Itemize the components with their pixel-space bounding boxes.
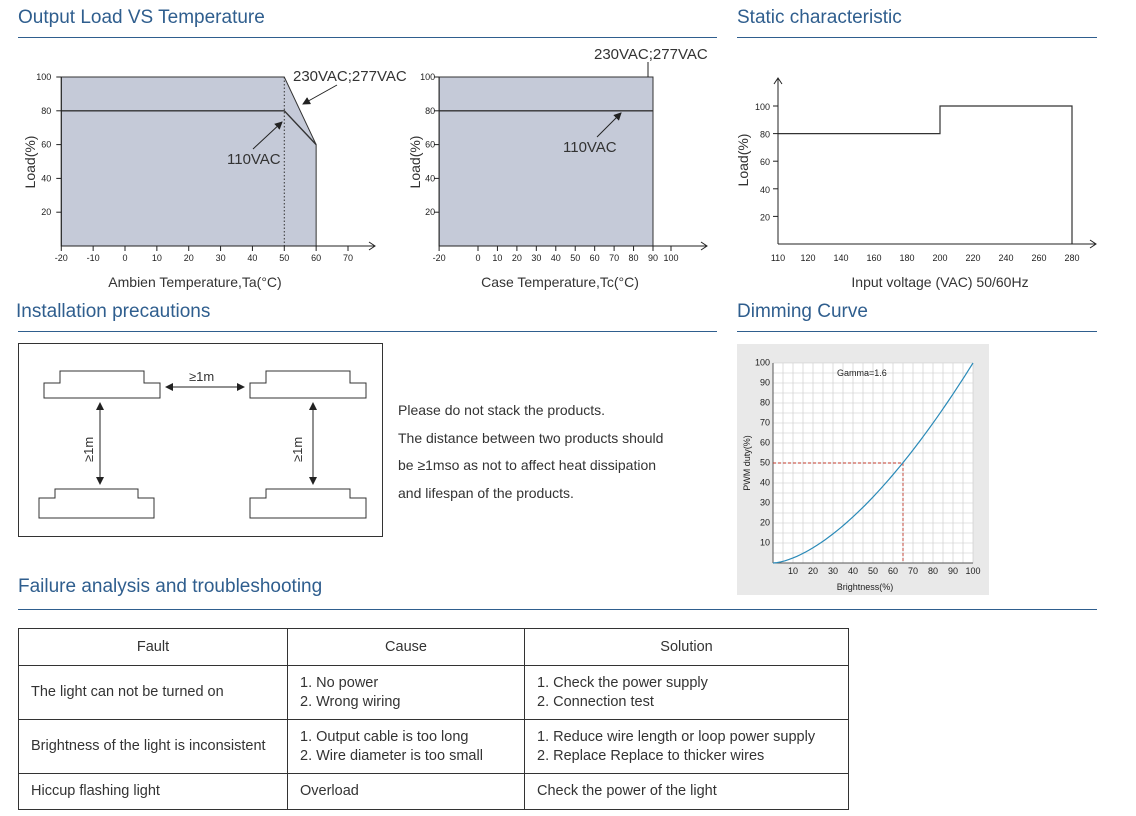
x-tick-label: 140 [833,253,849,263]
solution-cell [525,720,849,774]
x-tick-label: 40 [550,253,561,263]
x-tick-label: 70 [609,253,620,263]
y-tick-label: 40 [759,477,770,488]
x-tick-label: -10 [86,253,100,263]
y-tick-label: 60 [759,437,770,448]
cause-line: 2. Wire diameter is too small [300,747,483,764]
solution-line: 2. Connection test [537,693,654,710]
table-row [19,666,849,720]
cause-cell [288,774,525,810]
x-tick-label: 20 [807,566,819,576]
y-tick-label: 100 [420,72,436,82]
x-axis-label: Input voltage (VAC) 50/60Hz [851,274,1029,290]
product-top-right [250,371,366,398]
x-tick-label: 80 [628,253,639,263]
y-tick-label: 60 [759,157,770,168]
x-tick-label: 110 [770,253,786,263]
x-tick-label: 10 [151,253,162,263]
fault-cell: Hiccup flashing light [19,774,288,810]
x-tick-label: -20 [54,253,68,263]
table-row [19,720,849,774]
y-tick-label: 60 [425,139,436,150]
solution-line: 1. Check the power supply [537,674,708,691]
y-tick-label: 30 [759,497,770,508]
x-tick-label: 60 [311,253,322,263]
x-axis-label: Brightness(%) [836,582,894,592]
x-tick-label: 10 [492,253,503,263]
y-tick-label: 10 [759,537,770,548]
failure-heading: Failure analysis and troubleshooting [18,576,323,597]
y-tick-label: 70 [759,417,770,428]
table-row [19,774,849,810]
x-tick-label: 70 [907,566,919,576]
installation-text [398,397,718,507]
y-tick-label: 40 [41,173,52,184]
x-axis-label: Ambien Temperature,Ta(°C) [108,274,282,290]
x-tick-label: 90 [647,253,659,263]
x-tick-label: 260 [1031,253,1047,263]
cause-cell [288,720,525,774]
y-tick-label: 100 [36,72,52,82]
y-tick-label: 20 [425,207,436,218]
annotation-230-277: 230VAC;277VAC [594,46,708,63]
x-tick-label: -20 [432,253,446,263]
x-tick-label: 240 [998,253,1014,263]
x-tick-label: 20 [183,253,194,263]
x-tick-label: 280 [1064,253,1080,263]
right-vertical-distance-label: ≥1m [290,436,305,462]
x-tick-label: 40 [247,253,258,263]
gamma-annotation: Gamma=1.6 [837,368,887,378]
x-tick-label: 30 [531,253,542,263]
x-tick-label: 20 [511,253,522,263]
annotation-230-277: 230VAC;277VAC [293,68,407,85]
cause-line: Overload [300,783,359,799]
x-tick-label: 0 [122,253,128,263]
x-tick-label: 60 [887,566,899,576]
output-load-heading: Output Load VS Temperature [18,7,265,28]
installation-text-line: Please do not stack the products. [398,402,606,418]
product-top-left [44,371,160,398]
cause-cell [288,666,525,720]
y-tick-label: 100 [754,102,770,112]
y-axis-label: Load(%) [407,135,423,189]
y-tick-label: 100 [754,357,770,368]
x-tick-label: 100 [965,566,981,576]
y-axis-label: PWM duty(%) [742,435,752,491]
installation-text-line: and lifespan of the products. [398,484,574,501]
x-tick-label: 50 [570,253,581,263]
table-header-row [19,629,849,666]
y-tick-label: 90 [759,377,770,388]
x-tick-label: 30 [827,566,839,576]
installation-text-line: The distance between two products should [398,429,664,446]
failure-table [18,628,849,810]
x-tick-label: 200 [932,253,948,263]
dimming-heading: Dimming Curve [737,301,868,322]
y-tick-label: 50 [759,457,770,468]
x-tick-label: 180 [899,253,915,263]
y-tick-label: 80 [759,129,770,140]
cause-line: 2. Wrong wiring [300,693,401,710]
y-tick-label: 20 [759,517,770,528]
y-axis-label: Load(%) [22,135,38,189]
x-tick-label: 70 [342,253,354,263]
fault-cell: The light can not be turned on [19,666,288,720]
solution-cell [525,774,849,810]
solution-line: Check the power of the light [537,783,717,799]
header-cause: Cause [288,629,525,666]
installation-heading: Installation precautions [16,301,211,322]
y-tick-label: 80 [759,397,770,408]
y-tick-label: 20 [759,212,770,223]
x-tick-label: 0 [475,253,481,263]
y-tick-label: 80 [425,105,436,116]
x-tick-label: 40 [847,566,859,576]
y-tick-label: 20 [41,207,52,218]
fault-cell: Brightness of the light is inconsistent [19,720,288,774]
annotation-110vac: 110VAC [563,139,617,156]
static-heading: Static characteristic [737,7,902,28]
x-tick-label: 120 [800,253,816,263]
x-tick-label: 220 [965,253,981,263]
x-tick-label: 10 [787,566,799,576]
y-tick-label: 60 [41,139,52,150]
annotation-110vac: 110VAC [227,151,281,168]
solution-line: 1. Reduce wire length or loop power supply [537,728,816,745]
header-solution: Solution [525,629,849,666]
x-tick-label: 80 [927,566,939,576]
header-fault: Fault [19,629,288,666]
cause-line: 1. Output cable is too long [300,728,469,745]
cause-line: 1. No power [300,674,379,691]
y-tick-label: 40 [425,173,436,184]
x-tick-label: 160 [866,253,882,263]
installation-text-line: be ≥1mso as not to affect heat dissipation [398,457,657,473]
x-tick-label: 90 [947,566,959,576]
x-tick-label: 30 [215,253,226,263]
x-tick-label: 50 [867,566,879,576]
y-tick-label: 40 [759,184,770,195]
horizontal-distance-label: ≥1m [189,369,215,384]
y-axis-label: Load(%) [735,133,751,187]
solution-cell [525,666,849,720]
solution-line: 2. Replace Replace to thicker wires [537,747,765,764]
x-tick-label: 60 [589,253,600,263]
product-bottom-left [39,489,154,518]
x-tick-label: 50 [279,253,290,263]
y-tick-label: 80 [41,105,52,116]
x-axis-label: Case Temperature,Tc(°C) [481,274,639,290]
left-vertical-distance-label: ≥1m [81,436,96,462]
product-bottom-right [250,489,366,518]
x-tick-label: 100 [663,253,679,263]
